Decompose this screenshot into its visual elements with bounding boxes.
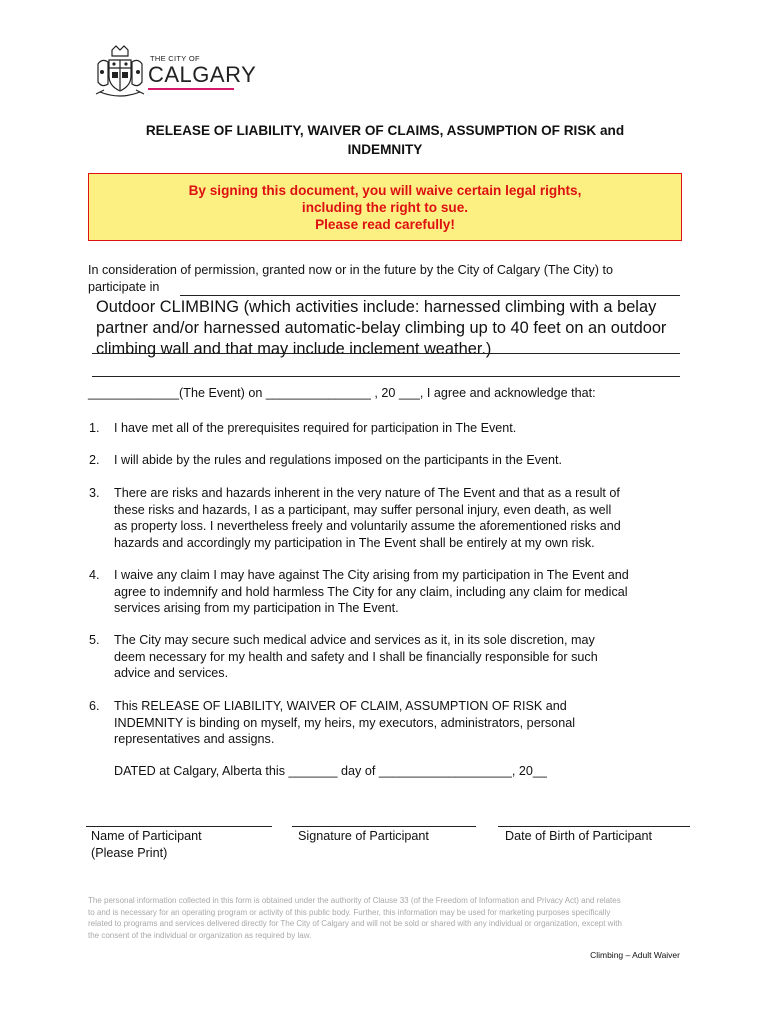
event-line[interactable]: _____________(The Event) on _______________ , 20 ___, I agree and acknowledge that: xyxy=(88,386,596,400)
document-title xyxy=(88,121,682,159)
item-4-line-2: agree to indemnify and hold harmless The City for any claim, including any claim for medical xyxy=(114,584,628,599)
item-number: 5. xyxy=(89,633,100,647)
item-3 xyxy=(114,485,682,551)
title-line-1: RELEASE OF LIABILITY, WAIVER OF CLAIMS, ASSUMPTION OF RISK and xyxy=(145,123,625,138)
item-5-line-3: advice and services. xyxy=(114,666,229,680)
name-label xyxy=(91,828,202,862)
privacy-line-4: the consent of the individual or organization as required by law. xyxy=(88,930,312,940)
signature-label: Signature of Participant xyxy=(298,829,429,843)
activity-description[interactable] xyxy=(96,297,686,360)
warning-line-3: Please read carefully! xyxy=(315,217,455,232)
item-number: 2. xyxy=(89,453,100,467)
activity-line-2: partner and/or harnessed automatic-belay climbing up to 40 feet on an outdoor xyxy=(96,319,667,337)
item-5-line-2: deem necessary for my health and safety and I shall be financially responsible for such xyxy=(114,649,598,664)
activity-field-line xyxy=(92,353,680,354)
logo-line-1: THE CITY OF xyxy=(150,54,200,63)
privacy-notice xyxy=(88,895,682,941)
dob-label: Date of Birth of Participant xyxy=(505,829,652,843)
activity-line-1: Outdoor CLIMBING (which activities include: harnessed climbing with a belay xyxy=(96,298,657,316)
item-1-line-1: I have met all of the prerequisites required for participation in The Event. xyxy=(114,421,517,435)
item-number: 6. xyxy=(89,699,100,713)
privacy-line-1: The personal information collected in this form is obtained under the authority of Clause 33 (of the Freedom of Information and Privacy Act) and relates xyxy=(88,896,621,905)
logo-underline xyxy=(148,88,234,90)
item-number: 1. xyxy=(89,421,100,435)
name-signature-line[interactable] xyxy=(86,826,272,827)
warning-line-2: including the right to sue. xyxy=(301,200,469,215)
item-4-line-3: services arising from my participation in The Event. xyxy=(114,601,399,615)
item-6-line-1: This RELEASE OF LIABILITY, WAIVER OF CLAIM, ASSUMPTION OF RISK and xyxy=(114,699,567,713)
dob-signature-line[interactable] xyxy=(498,826,690,827)
name-label-line-2: (Please Print) xyxy=(91,846,168,860)
participate-field-line xyxy=(180,295,680,296)
name-label-line-1: Name of Participant xyxy=(91,829,202,843)
activity-line-3: climbing wall and that may include inclement weather.) xyxy=(96,340,492,358)
item-number: 3. xyxy=(89,486,100,500)
privacy-line-2: to and is necessary for an operating program or activity of this public body. Further, this information may be used for marketing purposes specifically xyxy=(88,907,611,917)
intro-line-2: participate in xyxy=(88,280,160,294)
item-5 xyxy=(114,632,682,682)
privacy-line-3: related to programs and services delivered directly for The City of Calgary and will not be sold or shared with any individual or organization, except with xyxy=(88,919,622,928)
dated-line[interactable]: DATED at Calgary, Alberta this _______ day of ___________________, 20__ xyxy=(114,764,547,778)
item-2-line-1: I will abide by the rules and regulations imposed on the participants in the Event. xyxy=(114,453,563,467)
item-1 xyxy=(114,420,682,437)
signature-line[interactable] xyxy=(292,826,476,827)
item-3-line-2: these risks and hazards, I as a participant, may suffer personal injury, even death, as well xyxy=(114,502,612,517)
item-6-line-2: INDEMNITY is binding on myself, my heirs, my executors, administrators, personal xyxy=(114,715,575,730)
title-line-2: INDEMNITY xyxy=(347,142,423,157)
item-2 xyxy=(114,452,682,469)
item-6 xyxy=(114,698,682,748)
item-3-line-1: There are risks and hazards inherent in the very nature of The Event and that as a result of xyxy=(114,486,620,500)
item-5-line-1: The City may secure such medical advice and services as it, in its sole discretion, may xyxy=(114,633,595,647)
item-3-line-3: as property loss. I nevertheless freely and voluntarily assume the aforementioned risks and xyxy=(114,519,621,533)
item-3-line-4: hazards and accordingly my participation in The Event shall be entirely at my own risk. xyxy=(114,535,595,550)
item-6-line-3: representatives and assigns. xyxy=(114,732,275,746)
footer-label: Climbing – Adult Waiver xyxy=(590,950,680,960)
logo-line-2: CALGARY xyxy=(148,62,257,87)
item-4 xyxy=(114,567,682,617)
warning-text xyxy=(88,182,682,233)
intro-line-1: In consideration of permission, granted now or in the future by the City of Calgary (The City) to xyxy=(88,263,613,277)
calgary-coat-of-arms-icon xyxy=(92,44,148,100)
item-number: 4. xyxy=(89,568,100,582)
warning-line-1: By signing this document, you will waive certain legal rights, xyxy=(188,183,582,198)
item-4-line-1: I waive any claim I may have against The City arising from my participation in The Event and xyxy=(114,568,629,582)
blank-field-line xyxy=(92,376,680,377)
